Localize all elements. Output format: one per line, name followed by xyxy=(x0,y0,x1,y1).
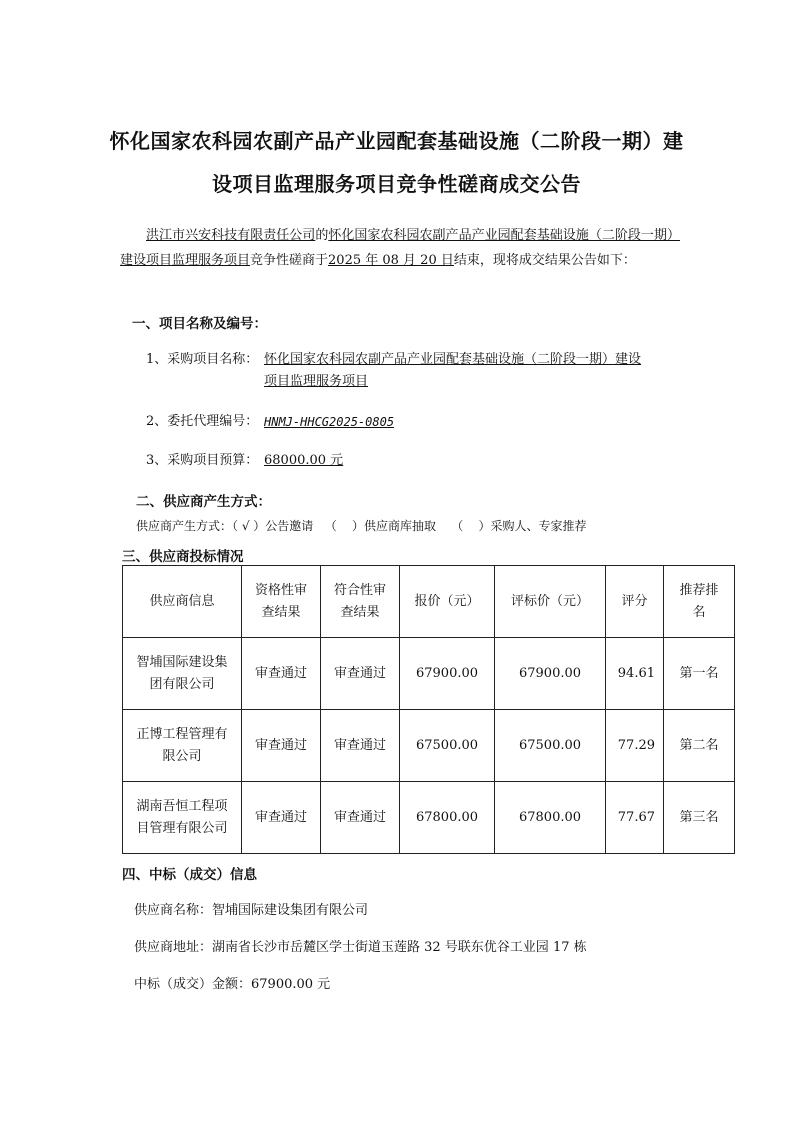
table-row xyxy=(123,638,735,710)
table-header-row xyxy=(123,566,735,638)
agency-code-value: HNMJ-HHCG2025-0805 xyxy=(264,415,395,429)
section-1-heading: 一、项目名称及编号： xyxy=(132,316,267,332)
budget-value: 68000.00 元 xyxy=(264,453,344,468)
score-cell: 94.61 xyxy=(606,638,664,710)
compliance-cell: 审查通过 xyxy=(321,782,400,854)
eval-price-cell: 67900.00 xyxy=(495,638,606,710)
header-compliance: 符合性审 查结果 xyxy=(321,566,400,638)
purchaser-name: 洪江市兴安科技有限责任公司 xyxy=(146,228,316,243)
supplier-method-line: 供应商产生方式：（ √ ）公告邀请 （ ）供应商库抽取 （ ）采购人、专家推荐 xyxy=(136,519,587,533)
winning-supplier-name: 供应商名称：智埔国际建设集团有限公司 xyxy=(134,903,369,918)
eval-price-cell: 67800.00 xyxy=(495,782,606,854)
compliance-cell: 审查通过 xyxy=(321,638,400,710)
supplier-name-cell: 湖南吾恒工程项 目管理有限公司 xyxy=(123,782,242,854)
bid-table xyxy=(122,565,735,854)
agency-code-label: 2、委托代理编号： xyxy=(146,414,259,429)
qualification-cell: 审查通过 xyxy=(242,638,321,710)
qualification-cell: 审查通过 xyxy=(242,782,321,854)
score-cell: 77.29 xyxy=(606,710,664,782)
notice-title-line-1: 怀化国家农科园农副产品产业园配套基础设施（二阶段一期）建 xyxy=(109,129,684,153)
compliance-cell: 审查通过 xyxy=(321,710,400,782)
intro-paragraph xyxy=(120,223,680,273)
score-cell: 77.67 xyxy=(606,782,664,854)
header-quote: 报价（元） xyxy=(400,566,495,638)
header-score: 评分 xyxy=(606,566,664,638)
table-row xyxy=(123,710,735,782)
header-supplier-info: 供应商信息 xyxy=(123,566,242,638)
intro-project-name: 怀化国家农科园农副产品产业园配套基础设施（二阶段一期）建设项目监理服务项目 xyxy=(120,228,680,268)
budget-label: 3、采购项目预算： xyxy=(146,453,259,468)
intro-date: 2025 年 08 月 20 日 xyxy=(328,253,454,268)
eval-price-cell: 67500.00 xyxy=(495,710,606,782)
intro-end: 结束，现将成交结果公告如下： xyxy=(453,253,636,268)
section-2-heading: 二、供应商产生方式： xyxy=(136,494,271,510)
header-rank: 推荐排 名 xyxy=(664,566,735,638)
rank-cell: 第一名 xyxy=(664,638,735,710)
intro-mid: 竞争性磋商于 xyxy=(250,253,329,268)
intro-of: 的 xyxy=(315,228,329,243)
header-eval-price: 评标价（元） xyxy=(495,566,606,638)
winning-amount: 中标（成交）金额：67900.00 元 xyxy=(134,977,331,992)
table-row xyxy=(123,782,735,854)
notice-title-line-2: 设项目监理服务项目竞争性磋商成交公告 xyxy=(212,172,581,196)
supplier-name-cell: 正博工程管理有 限公司 xyxy=(123,710,242,782)
project-name-value-line-1: 怀化国家农科园农副产品产业园配套基础设施（二阶段一期）建设 xyxy=(264,352,642,367)
rank-cell: 第三名 xyxy=(664,782,735,854)
project-name-label: 1、采购项目名称： xyxy=(146,352,259,367)
supplier-name-cell: 智埔国际建设集 团有限公司 xyxy=(123,638,242,710)
rank-cell: 第二名 xyxy=(664,710,735,782)
quote-cell: 67500.00 xyxy=(400,710,495,782)
quote-cell: 67900.00 xyxy=(400,638,495,710)
winning-supplier-address: 供应商地址：湖南省长沙市岳麓区学士街道玉莲路 32 号联东优谷工业园 17 栋 xyxy=(134,940,587,955)
header-qualification: 资格性审 查结果 xyxy=(242,566,321,638)
section-3-heading: 三、供应商投标情况 xyxy=(122,549,244,565)
section-4-heading: 四、中标（成交）信息 xyxy=(122,867,257,883)
project-name-value-line-2: 项目监理服务项目 xyxy=(264,374,369,389)
quote-cell: 67800.00 xyxy=(400,782,495,854)
qualification-cell: 审查通过 xyxy=(242,710,321,782)
